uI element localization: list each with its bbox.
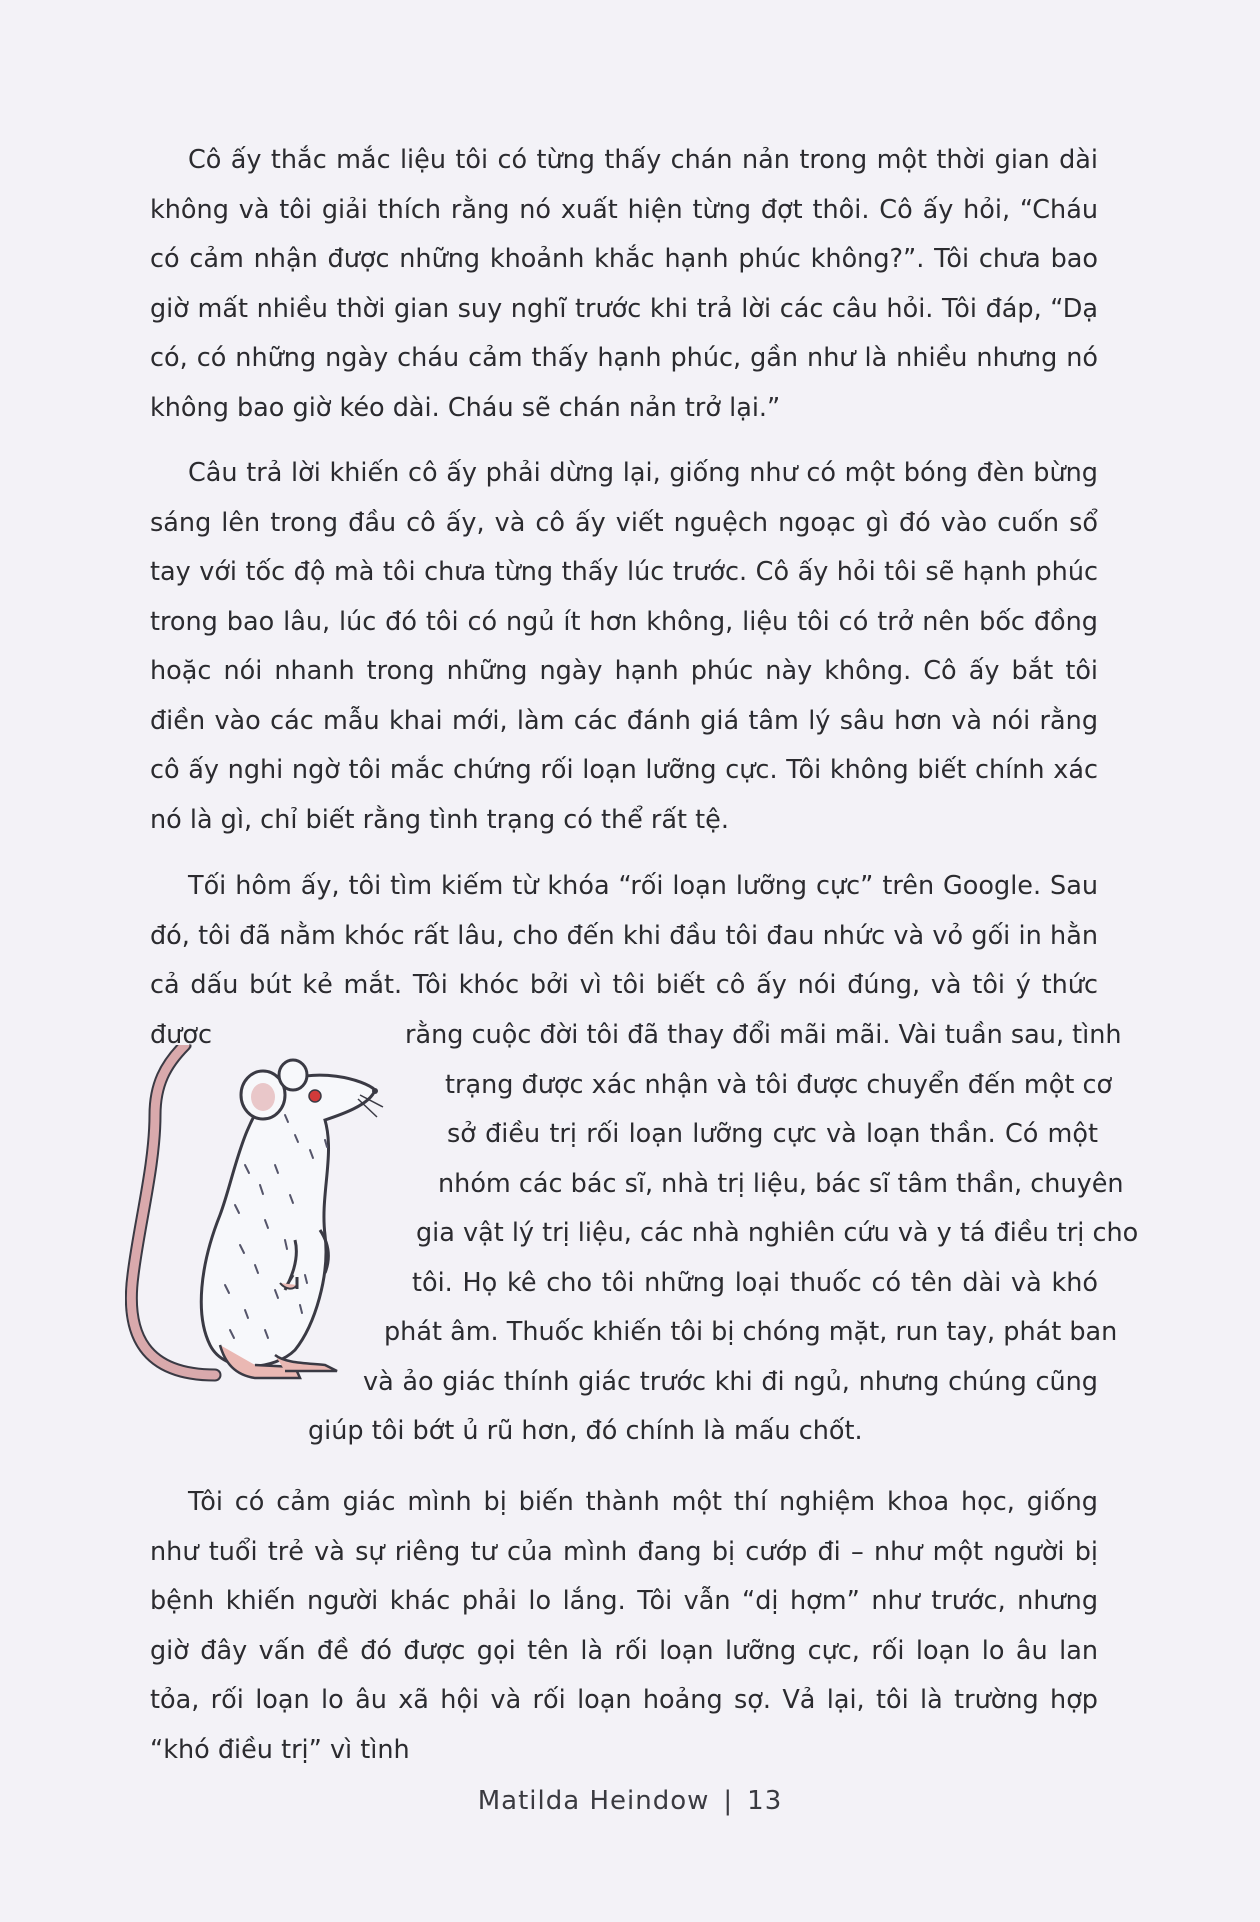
paragraph-1: Cô ấy thắc mắc liệu tôi có từng thấy chán nản trong một thời gian dài không và tôi giải thích rằng nó xuất hiện từng đợt thôi. Cô ấy hỏi, “Cháu có cảm nhận được những khoảnh khắc hạnh phúc không?”. Tôi chưa bao giờ mất nhiều thời gian suy nghĩ trước khi trả lời các câu hỏi. Tôi đáp, “Dạ có, có những ngày cháu cảm thấy hạnh phúc, gần như là nhiều nhưng nó không bao giờ kéo dài. Cháu sẽ chán nản trở lại.”: [150, 145, 1098, 423]
wrapped-line: trạng được xác nhận và tôi được chuyển đến một cơ: [445, 1070, 1113, 1100]
footer-author: Matilda Heindow: [477, 1786, 710, 1816]
wrapped-line: nhóm các bác sĩ, nhà trị liệu, bác sĩ tâm thần, chuyên: [438, 1169, 1124, 1199]
paragraph-5: Tôi có cảm giác mình bị biến thành một thí nghiệm khoa học, giống như tuổi trẻ và sự riêng tư của mình đang bị cướp đi – như một người bị bệnh khiến người khác phải lo lắng. Tôi vẫn “dị hợm” như trước, nhưng giờ đây vấn đề đó được gọi tên là rối loạn lưỡng cực, rối loạn lo âu lan tỏa, rối loạn lo âu xã hội và rối loạn hoảng sợ. Vả lại, tôi là trường hợp “khó điều trị” vì tình: [150, 1487, 1098, 1765]
wrapped-line: tôi. Họ kê cho tôi những loại thuốc có tên dài và khó: [412, 1268, 1098, 1298]
page-number: 13: [747, 1786, 783, 1816]
paragraph-2: Câu trả lời khiến cô ấy phải dừng lại, giống như có một bóng đèn bừng sáng lên trong đầu cô ấy, và cô ấy viết nguệch ngoạc gì đó vào cuốn sổ tay với tốc độ mà tôi chưa từng thấy lúc trước. Cô ấy hỏi tôi sẽ hạnh phúc trong bao lâu, lúc đó tôi có ngủ ít hơn không, liệu tôi có trở nên bốc đồng hoặc nói nhanh trong những ngày hạnh phúc này không. Cô ấy bắt tôi điền vào các mẫu khai mới, làm các đánh giá tâm lý sâu hơn và nói rằng cô ấy nghi ngờ tôi mắc chứng rối loạn lưỡng cực. Tôi không biết chính xác nó là gì, chỉ biết rằng tình trạng có thể rất tệ.: [150, 458, 1098, 835]
wrapped-line: và ảo giác thính giác trước khi đi ngủ, nhưng chúng cũng: [363, 1367, 1098, 1397]
white-rat-illustration: [125, 1045, 385, 1405]
wrapped-line: phát âm. Thuốc khiến tôi bị chóng mặt, run tay, phát ban: [384, 1317, 1118, 1347]
paragraph-3: Tối hôm ấy, tôi tìm kiếm từ khóa “rối loạn lưỡng cực” trên Google. Sau đó, tôi đã nằm khóc rất lâu, cho đến khi đầu tôi đau nhức và vỏ gối in hằn cả dấu bút kẻ mắt. Tôi khóc bởi vì tôi biết cô ấy nói đúng, và tôi ý thức được: [150, 871, 1098, 1050]
page-footer: [0, 1786, 1260, 1816]
wrapped-line: giúp tôi bớt ủ rũ hơn, đó chính là mấu chốt.: [308, 1416, 863, 1446]
footer-separator: |: [723, 1786, 734, 1816]
wrapped-line: rằng cuộc đời tôi đã thay đổi mãi mãi. Vài tuần sau, tình: [405, 1020, 1122, 1050]
wrapped-line: gia vật lý trị liệu, các nhà nghiên cứu và y tá điều trị cho: [416, 1218, 1139, 1248]
wrapped-line: sở điều trị rối loạn lưỡng cực và loạn thần. Có một: [447, 1119, 1098, 1149]
